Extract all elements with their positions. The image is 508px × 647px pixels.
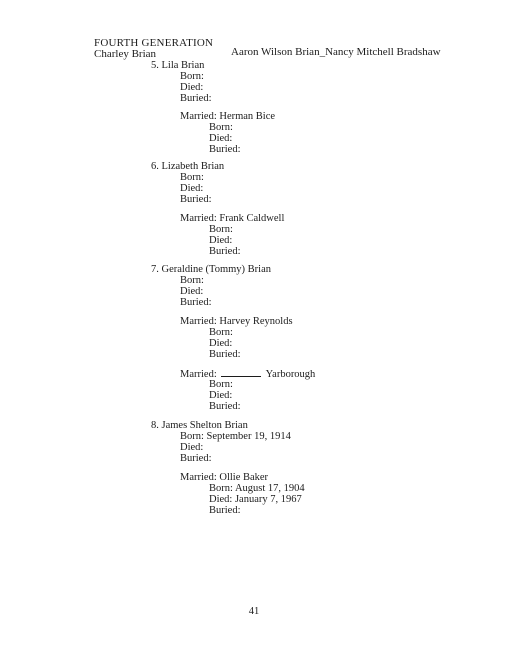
- buried-line: Buried:: [180, 453, 212, 464]
- spouse-born-line: Born:: [209, 122, 233, 133]
- spouse-surname: Yarborough: [265, 369, 316, 380]
- person-name: Charley Brian: [94, 48, 157, 60]
- spouse-died-line: Died:: [209, 338, 233, 349]
- married-line: Married: Herman Bice: [180, 111, 276, 122]
- married-label: Married:: [180, 369, 217, 380]
- child-name: 8. James Shelton Brian: [151, 420, 248, 431]
- spouse-buried-line: Buried:: [209, 505, 241, 516]
- parents-names: Aaron Wilson Brian_Nancy Mitchell Bradshaw: [231, 46, 441, 58]
- child-name: 6. Lizabeth Brian: [151, 161, 225, 172]
- spouse-born-line: Born:: [209, 379, 233, 390]
- married-line: Married: Frank Caldwell: [180, 213, 285, 224]
- married-line: Married: Harvey Reynolds: [180, 316, 293, 327]
- died-line: Died:: [180, 82, 204, 93]
- spouse-born-line: Born:: [209, 224, 233, 235]
- buried-line: Buried:: [180, 194, 212, 205]
- born-line: Born: September 19, 1914: [180, 431, 291, 442]
- died-line: Died:: [180, 442, 204, 453]
- spouse-buried-line: Buried:: [209, 401, 241, 412]
- spouse-buried-line: Buried:: [209, 349, 241, 360]
- spouse-died-line: Died:: [209, 235, 233, 246]
- spouse-buried-line: Buried:: [209, 246, 241, 257]
- born-line: Born:: [180, 172, 204, 183]
- child-name: 7. Geraldine (Tommy) Brian: [151, 264, 271, 275]
- spouse-born-line: Born: August 17, 1904: [209, 483, 305, 494]
- spouse-died-line: Died: January 7, 1967: [209, 494, 302, 505]
- married-line: Married: Ollie Baker: [180, 472, 269, 483]
- spouse-died-line: Died:: [209, 390, 233, 401]
- died-line: Died:: [180, 286, 204, 297]
- blank-name-line: [221, 368, 261, 377]
- child-name: 5. Lila Brian: [151, 60, 205, 71]
- page-number: 41: [248, 606, 260, 617]
- spouse-buried-line: Buried:: [209, 144, 241, 155]
- married-line-second: [180, 368, 315, 380]
- spouse-born-line: Born:: [209, 327, 233, 338]
- spouse-died-line: Died:: [209, 133, 233, 144]
- born-line: Born:: [180, 71, 204, 82]
- generation-heading: FOURTH GENERATION: [94, 37, 214, 49]
- died-line: Died:: [180, 183, 204, 194]
- born-line: Born:: [180, 275, 204, 286]
- buried-line: Buried:: [180, 93, 212, 104]
- buried-line: Buried:: [180, 297, 212, 308]
